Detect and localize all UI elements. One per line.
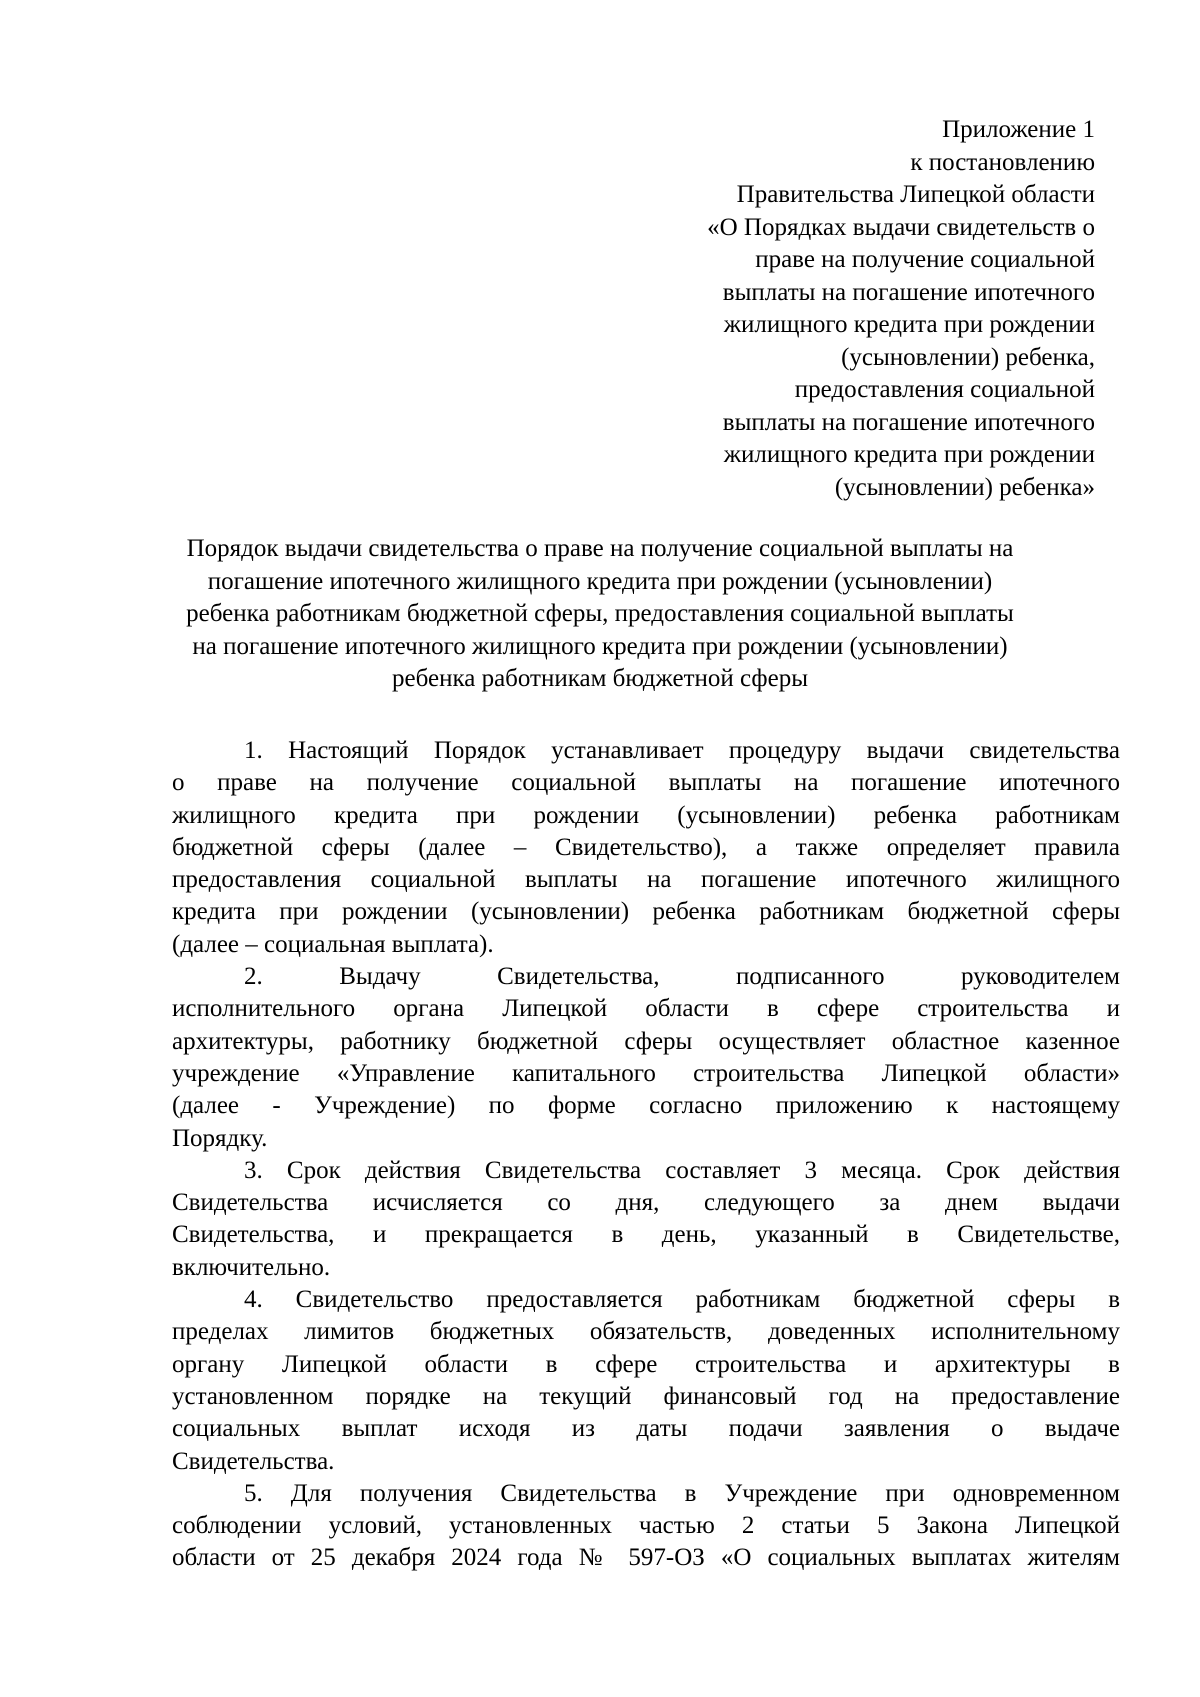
paragraph-line: (далее - Учреждение) по форме согласно приложению к настоящему — [172, 1092, 1120, 1120]
appendix-line: Правительства Липецкой области — [736, 181, 1095, 208]
paragraph-line: 3. Срок действия Свидетельства составляет 3 месяца. Срок действия — [244, 1156, 1120, 1184]
appendix-line: (усыновлении) ребенка, — [841, 343, 1095, 371]
paragraph-line: соблюдении условий, установленных частью 2 статьи 5 Закона Липецкой — [172, 1512, 1120, 1540]
appendix-line: «О Порядках выдачи свидетельств о — [707, 213, 1095, 241]
title-line: ребенка работникам бюджетной сферы, предоставления социальной выплаты — [186, 600, 1014, 628]
paragraph-line: пределах лимитов бюджетных обязательств, доведенных исполнительному — [172, 1318, 1120, 1346]
paragraph-line: органу Липецкой области в сфере строительства и архитектуры в — [172, 1350, 1120, 1378]
title-line: ребенка работникам бюджетной сферы — [392, 665, 808, 693]
appendix-line: к постановлению — [910, 148, 1095, 176]
appendix-header — [615, 114, 1095, 504]
paragraph-line: Свидетельства, и прекращается в день, указанный в Свидетельстве, — [172, 1221, 1120, 1249]
appendix-line: выплаты на погашение ипотечного — [722, 278, 1095, 306]
appendix-line: (усыновлении) ребенка» — [834, 473, 1095, 501]
appendix-line: Приложение 1 — [942, 116, 1095, 143]
paragraph-line: предоставления социальной выплаты на погашение ипотечного жилищного — [172, 866, 1120, 894]
title-line: Порядок выдачи свидетельства о праве на получение социальной выплаты на — [186, 535, 1014, 562]
appendix-line: праве на получение социальной — [755, 246, 1095, 273]
paragraph-line: Свидетельства. — [172, 1447, 335, 1475]
paragraph-line: кредита при рождении (усыновлении) ребенка работникам бюджетной сферы — [172, 898, 1120, 926]
paragraph-line: социальных выплат исходя из даты подачи заявления о выдаче — [172, 1415, 1120, 1443]
paragraph-3 — [172, 1155, 1120, 1284]
paragraph-line: 1. Настоящий Порядок устанавливает процедуру выдачи свидетельства — [244, 737, 1120, 764]
paragraph-line: жилищного кредита при рождении (усыновлении) ребенка работникам — [172, 801, 1120, 829]
appendix-line: жилищного кредита при рождении — [723, 441, 1095, 468]
title-line: на погашение ипотечного жилищного кредита при рождении (усыновлении) — [192, 632, 1008, 660]
paragraph-line: Свидетельства исчисляется со дня, следующего за днем выдачи — [172, 1189, 1120, 1217]
paragraph-2 — [172, 961, 1120, 1155]
title-line: погашение ипотечного жилищного кредита при рождении (усыновлении) — [207, 567, 993, 595]
paragraph-1 — [172, 735, 1120, 961]
appendix-line: предоставления социальной — [794, 376, 1095, 403]
paragraph-line: исполнительного органа Липецкой области в сфере строительства и — [172, 995, 1120, 1023]
paragraph-line: архитектуры, работнику бюджетной сферы осуществляет областное казенное — [172, 1027, 1120, 1055]
paragraph-line: Порядку. — [172, 1124, 268, 1152]
paragraph-line: установленном порядке на текущий финансовый год на предоставление — [172, 1382, 1120, 1410]
paragraph-5 — [172, 1478, 1120, 1575]
paragraph-line: области от 25 декабря 2024 года № 597-ОЗ «О социальных выплатах жителям — [172, 1544, 1120, 1572]
paragraph-line: о праве на получение социальной выплаты на погашение ипотечного — [172, 769, 1120, 797]
paragraph-line: (далее – социальная выплата). — [172, 930, 494, 958]
paragraph-line: включительно. — [172, 1253, 331, 1281]
paragraph-4 — [172, 1284, 1120, 1478]
appendix-line: выплаты на погашение ипотечного — [722, 408, 1095, 436]
paragraph-line: 4. Свидетельство предоставляется работникам бюджетной сферы в — [244, 1286, 1120, 1314]
paragraph-line: 5. Для получения Свидетельства в Учреждение при одновременном — [244, 1479, 1120, 1507]
paragraph-line: 2. Выдачу Свидетельства, подписанного руководителем — [244, 963, 1120, 991]
appendix-line: жилищного кредита при рождении — [723, 311, 1095, 338]
paragraph-line: бюджетной сферы (далее – Свидетельство), а также определяет правила — [172, 833, 1120, 861]
paragraph-line: учреждение «Управление капитального строительства Липецкой области» — [172, 1059, 1120, 1087]
document-body — [172, 735, 1120, 1575]
document-title — [150, 533, 1050, 696]
